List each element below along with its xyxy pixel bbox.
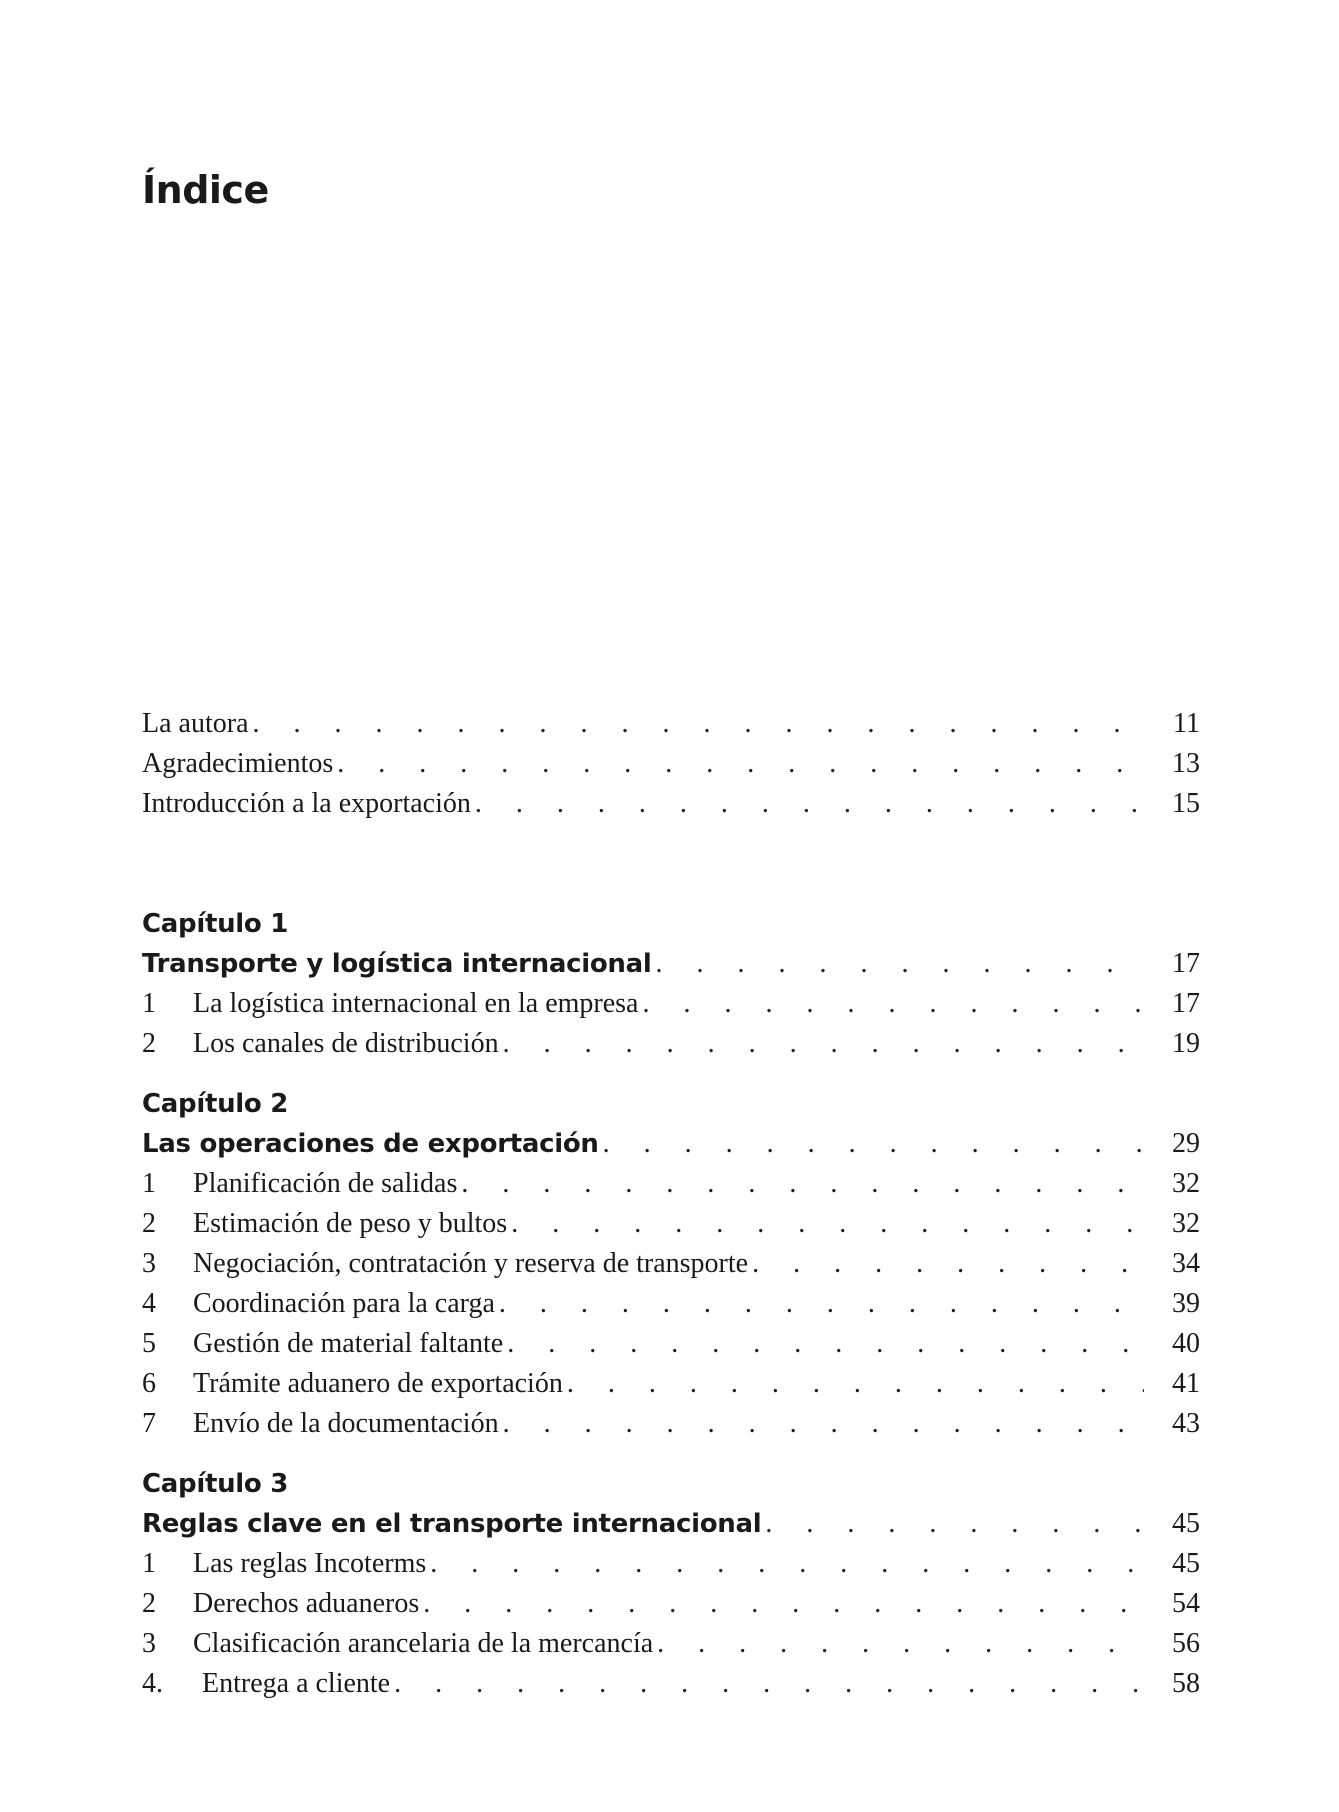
entry-label: Gestión de material faltante xyxy=(193,1328,504,1359)
entry-page-number: 45 xyxy=(1172,1508,1200,1539)
entry-label: La logística internacional en la empresa xyxy=(193,988,639,1019)
section-number: 2 xyxy=(142,1208,156,1239)
entry-page-number: 41 xyxy=(1172,1368,1200,1399)
entry-label: Las reglas Incoterms xyxy=(193,1548,427,1579)
section-number: 1 xyxy=(142,1168,156,1199)
entry-page-number: 43 xyxy=(1172,1408,1200,1439)
entry-label: Estimación de peso y bultos xyxy=(193,1208,508,1239)
section-number: 4. xyxy=(142,1668,163,1699)
entry-page-number: 17 xyxy=(1172,948,1200,979)
entry-page-number: 40 xyxy=(1172,1328,1200,1359)
chapter-title: Las operaciones de exportación xyxy=(142,1129,599,1159)
dot-leader xyxy=(503,1404,1144,1444)
entry-label: Planificación de salidas xyxy=(193,1168,458,1199)
toc-section-entry[interactable] xyxy=(142,1544,1200,1584)
entry-page-number: 13 xyxy=(1172,748,1200,779)
chapter-label: Capítulo 3 xyxy=(142,1469,289,1499)
entry-label: Negociación, contratación y reserva de transporte xyxy=(193,1248,749,1279)
entry-page-number: 32 xyxy=(1172,1208,1200,1239)
entry-page-number: 34 xyxy=(1172,1248,1200,1279)
dot-leader xyxy=(499,1284,1144,1324)
front-matter-list xyxy=(142,704,1200,824)
section-number: 4 xyxy=(142,1288,156,1319)
section-number: 3 xyxy=(142,1628,156,1659)
entry-page-number: 45 xyxy=(1172,1548,1200,1579)
toc-section-entry[interactable] xyxy=(142,1364,1200,1404)
chapter-2-block xyxy=(142,1084,1200,1444)
page-title: Índice xyxy=(142,168,269,212)
toc-section-entry[interactable] xyxy=(142,984,1200,1024)
toc-section-entry[interactable] xyxy=(142,1164,1200,1204)
section-number: 2 xyxy=(142,1588,156,1619)
entry-page-number: 29 xyxy=(1172,1128,1200,1159)
section-number: 6 xyxy=(142,1368,156,1399)
entry-label: Introducción a la exportación xyxy=(142,788,471,819)
chapter-title: Reglas clave en el transporte internacional xyxy=(142,1509,762,1539)
entry-page-number: 11 xyxy=(1173,708,1200,739)
section-number: 3 xyxy=(142,1248,156,1279)
toc-section-entry[interactable] xyxy=(142,1584,1200,1624)
entry-label: La autora xyxy=(142,708,249,739)
chapter-label: Capítulo 1 xyxy=(142,909,289,939)
dot-leader xyxy=(567,1364,1144,1404)
section-number: 2 xyxy=(142,1028,156,1059)
entry-label: Derechos aduaneros xyxy=(193,1588,420,1619)
toc-section-entry[interactable] xyxy=(142,1244,1200,1284)
dot-leader xyxy=(337,744,1144,784)
toc-section-entry[interactable] xyxy=(142,1024,1200,1064)
dot-leader xyxy=(655,944,1144,984)
toc-section-entry[interactable] xyxy=(142,1324,1200,1364)
entry-label: Coordinación para la carga xyxy=(193,1288,495,1319)
entry-label: Envío de la documentación xyxy=(193,1408,499,1439)
dot-leader xyxy=(394,1664,1144,1704)
dot-leader xyxy=(657,1624,1144,1664)
toc-entry-introduccion[interactable] xyxy=(142,784,1200,824)
entry-page-number: 58 xyxy=(1172,1668,1200,1699)
entry-page-number: 15 xyxy=(1172,788,1200,819)
dot-leader xyxy=(253,704,1145,744)
entry-page-number: 17 xyxy=(1172,988,1200,1019)
toc-entry-la-autora[interactable] xyxy=(142,704,1200,744)
entry-page-number: 39 xyxy=(1172,1288,1200,1319)
section-number: 1 xyxy=(142,1548,156,1579)
chapter-title-entry[interactable] xyxy=(142,944,1200,984)
entry-page-number: 19 xyxy=(1172,1028,1200,1059)
entry-label: Entrega a cliente xyxy=(202,1668,391,1699)
dot-leader xyxy=(642,984,1144,1024)
dot-leader xyxy=(423,1584,1144,1624)
section-number: 1 xyxy=(142,988,156,1019)
chapter-3-block xyxy=(142,1464,1200,1704)
entry-page-number: 32 xyxy=(1172,1168,1200,1199)
dot-leader xyxy=(511,1204,1144,1244)
section-number: 7 xyxy=(142,1408,156,1439)
toc-section-entry[interactable] xyxy=(142,1624,1200,1664)
dot-leader xyxy=(430,1544,1144,1584)
toc-section-entry[interactable] xyxy=(142,1284,1200,1324)
chapter-title: Transporte y logística internacional xyxy=(142,949,652,979)
entry-label: Clasificación arancelaria de la mercancía xyxy=(193,1628,654,1659)
dot-leader xyxy=(603,1124,1144,1164)
chapter-label: Capítulo 2 xyxy=(142,1089,289,1119)
dot-leader xyxy=(752,1244,1144,1284)
toc-section-entry[interactable] xyxy=(142,1204,1200,1244)
dot-leader xyxy=(461,1164,1144,1204)
entry-label: Los canales de distribución xyxy=(193,1028,499,1059)
chapter-1-block xyxy=(142,904,1200,1064)
dot-leader xyxy=(765,1504,1144,1544)
toc-section-entry[interactable] xyxy=(142,1664,1200,1704)
entry-label: Trámite aduanero de exportación xyxy=(193,1368,563,1399)
entry-page-number: 56 xyxy=(1172,1628,1200,1659)
section-number: 5 xyxy=(142,1328,156,1359)
dot-leader xyxy=(503,1024,1144,1064)
entry-label: Agradecimientos xyxy=(142,748,334,779)
dot-leader xyxy=(475,784,1144,824)
dot-leader xyxy=(507,1324,1144,1364)
entry-page-number: 54 xyxy=(1172,1588,1200,1619)
toc-entry-agradecimientos[interactable] xyxy=(142,744,1200,784)
chapter-title-entry[interactable] xyxy=(142,1124,1200,1164)
chapter-title-entry[interactable] xyxy=(142,1504,1200,1544)
toc-section-entry[interactable] xyxy=(142,1404,1200,1444)
